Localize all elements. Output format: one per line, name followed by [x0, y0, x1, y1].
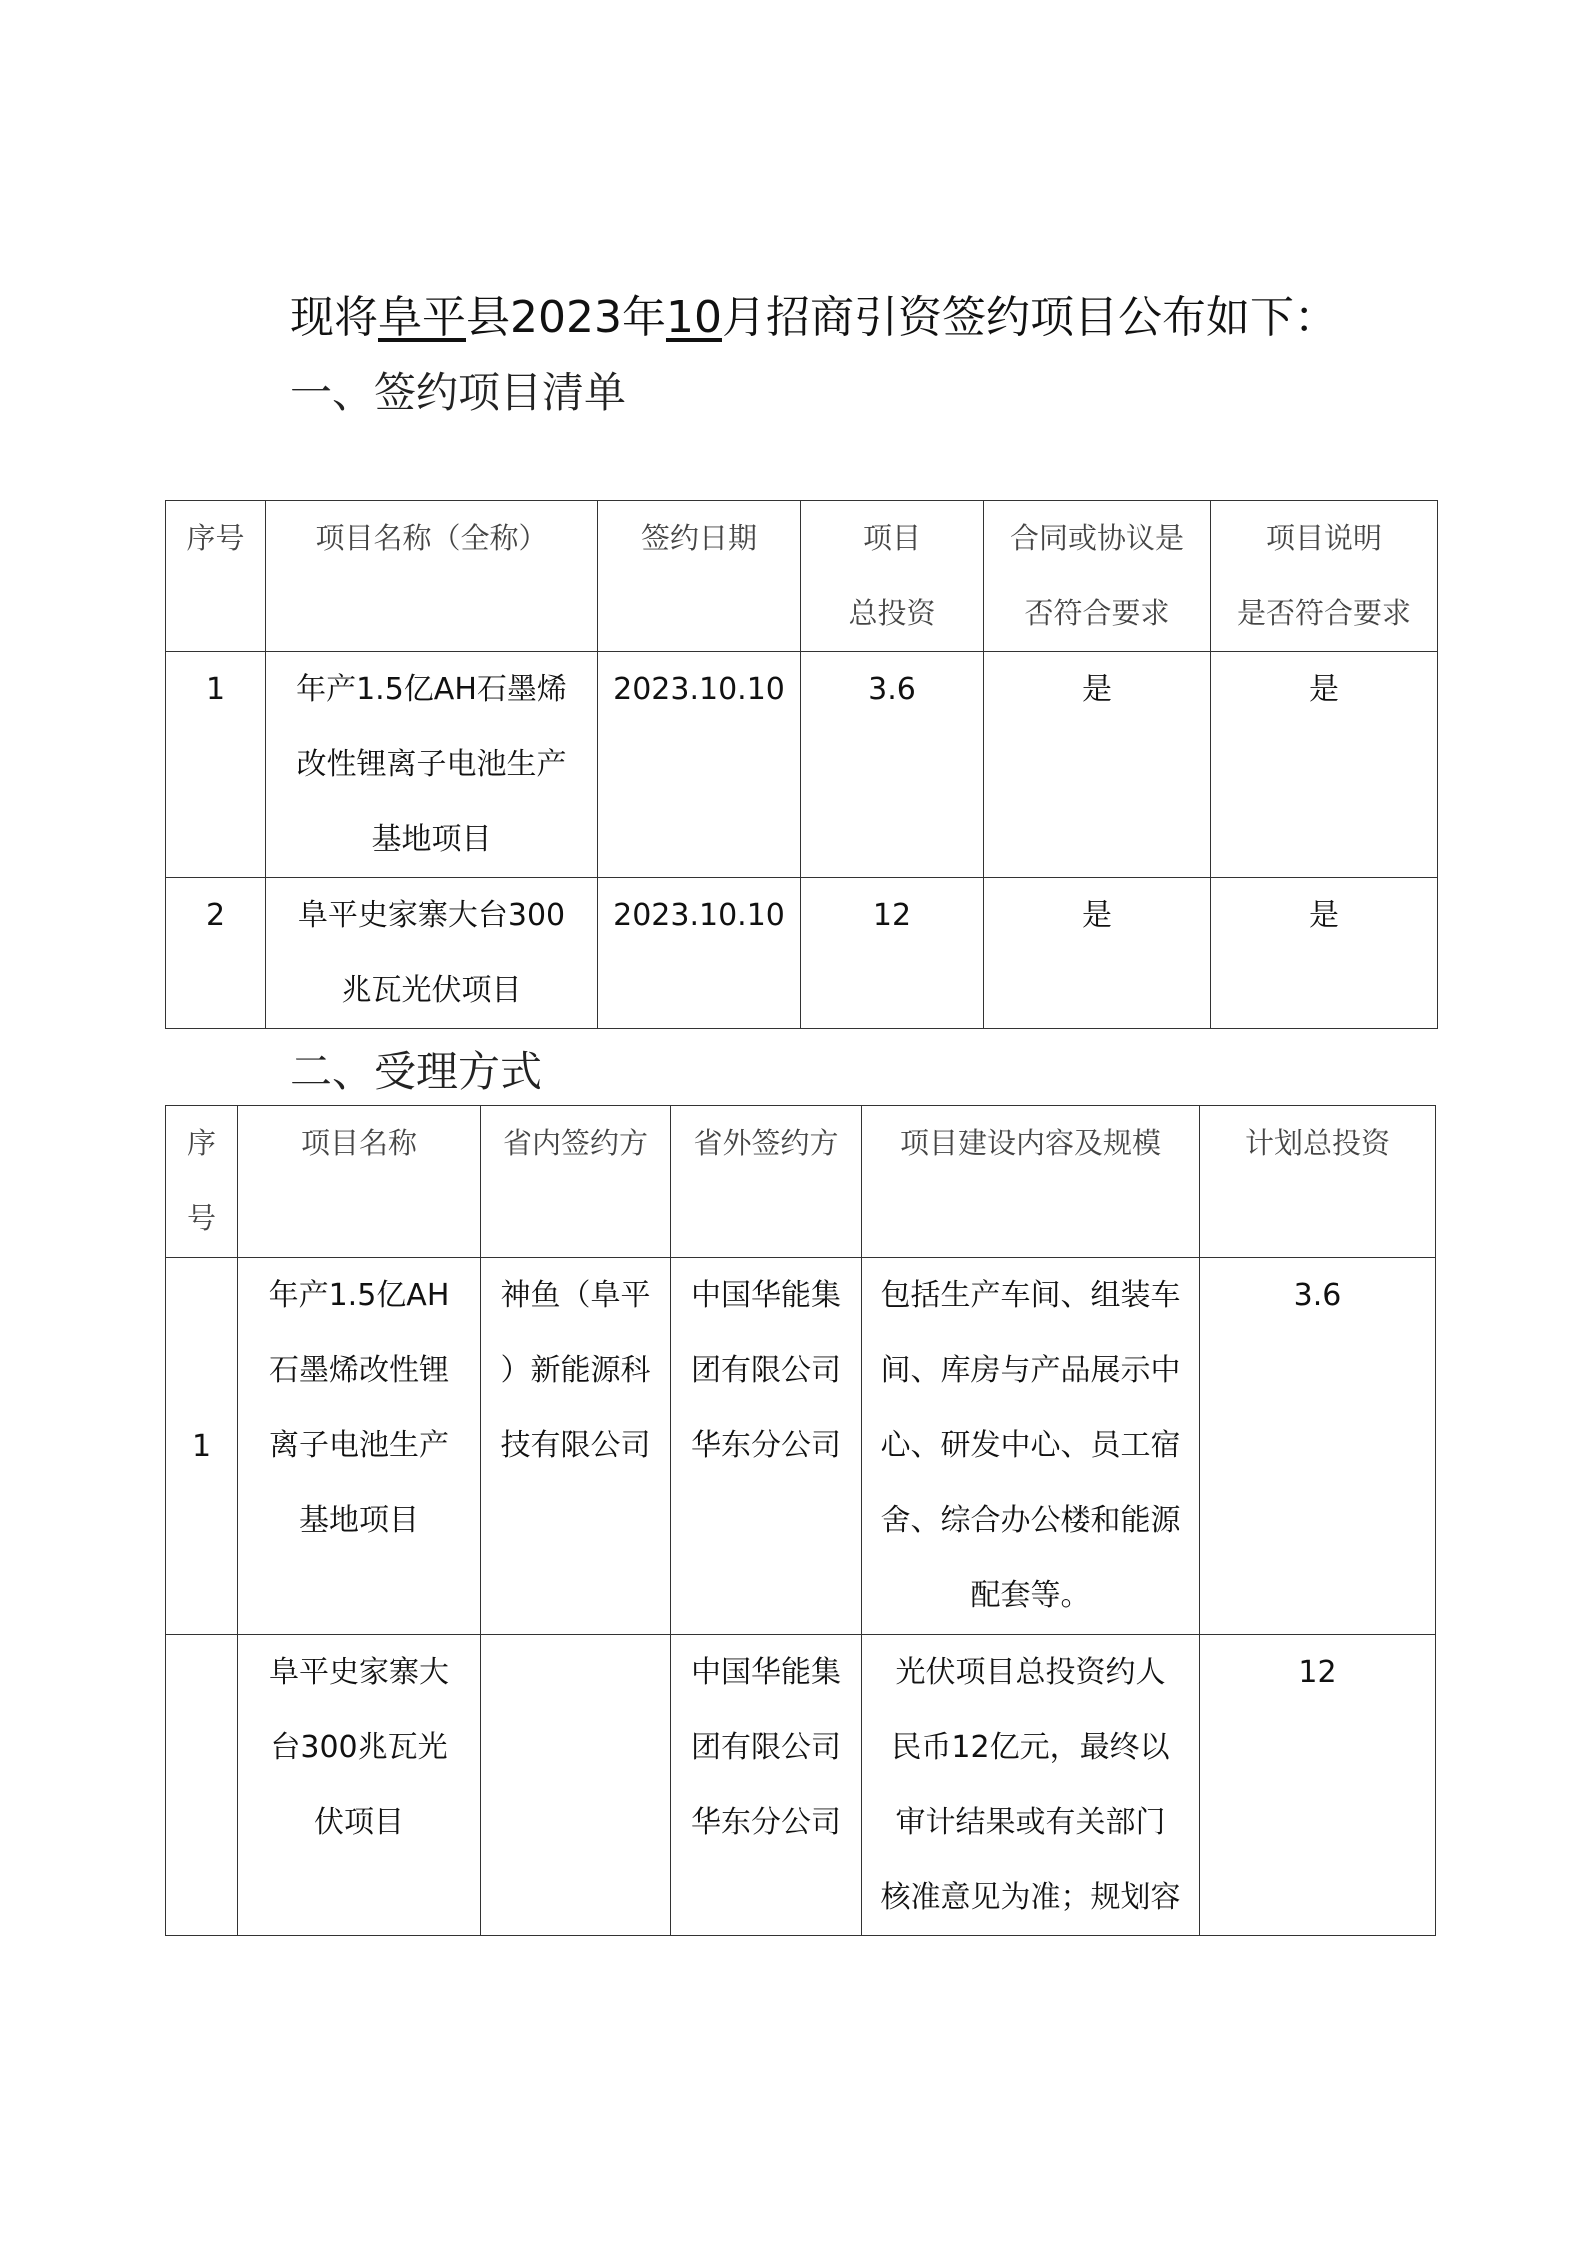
cell-investment: 3.6: [801, 652, 984, 878]
cell-investment: 12: [801, 878, 984, 1029]
cell-planned-investment: 12: [1200, 1635, 1436, 1936]
header-construction-content: 项目建设内容及规模: [862, 1106, 1200, 1258]
header-project-name: 项目名称（全称）: [266, 501, 598, 652]
table-row: [166, 1258, 1436, 1635]
cell-in-province-party: [481, 1635, 671, 1936]
header-planned-investment: 计划总投资: [1200, 1106, 1436, 1258]
table-row: [166, 1635, 1436, 1936]
header-in-province-party: 省内签约方: [481, 1106, 671, 1258]
acceptance-table: [165, 1105, 1436, 1936]
cell-seq: [166, 1635, 238, 1936]
table-row: [166, 652, 1438, 878]
cell-project-name: 阜平史家寨大台300 兆瓦光伏项目: [266, 878, 598, 1029]
section-1-title: 一、签约项目清单: [290, 368, 627, 417]
cell-project-name: 年产1.5亿AH石墨烯 改性锂离子电池生产 基地项目: [266, 652, 598, 878]
heading-year: 县2023年: [466, 292, 666, 343]
cell-construction-content: 包括生产车间、组装车 间、库房与产品展示中 心、研发中心、员工宿 舍、综合办公楼和能源 配套等。: [862, 1258, 1200, 1635]
cell-out-province-party: 中国华能集 团有限公司 华东分公司: [671, 1635, 862, 1936]
header-seq: 序号: [166, 501, 266, 652]
cell-contract-ok: 是: [984, 878, 1211, 1029]
cell-in-province-party: 神鱼（阜平 ）新能源科 技有限公司: [481, 1258, 671, 1635]
cell-seq: 2: [166, 878, 266, 1029]
cell-construction-content: 光伏项目总投资约人 民币12亿元，最终以 审计结果或有关部门 核准意见为准；规划容: [862, 1635, 1200, 1936]
heading-suffix: 月招商引资签约项目公布如下：: [721, 292, 1338, 343]
cell-sign-date: 2023.10.10: [598, 652, 801, 878]
heading-month: 10: [665, 292, 722, 343]
signed-projects-table: [165, 500, 1438, 1029]
cell-seq: 1: [166, 1258, 238, 1635]
announcement-heading: [290, 290, 1338, 346]
header-out-province-party: 省外签约方: [671, 1106, 862, 1258]
header-seq: 序 号: [166, 1106, 238, 1258]
cell-out-province-party: 中国华能集 团有限公司 华东分公司: [671, 1258, 862, 1635]
header-contract-compliance: 合同或协议是 否符合要求: [984, 501, 1211, 652]
cell-sign-date: 2023.10.10: [598, 878, 801, 1029]
table-row: [166, 878, 1438, 1029]
cell-desc-ok: 是: [1211, 878, 1438, 1029]
header-desc-compliance: 项目说明 是否符合要求: [1211, 501, 1438, 652]
table-header-row: [166, 1106, 1436, 1258]
header-total-investment: 项目 总投资: [801, 501, 984, 652]
heading-prefix: 现将: [290, 292, 378, 343]
cell-project-name: 阜平史家寨大 台300兆瓦光 伏项目: [238, 1635, 481, 1936]
cell-project-name: 年产1.5亿AH 石墨烯改性锂 离子电池生产 基地项目: [238, 1258, 481, 1635]
section-2-title: 二、受理方式: [290, 1047, 543, 1096]
heading-county: 阜平: [378, 292, 466, 343]
cell-planned-investment: 3.6: [1200, 1258, 1436, 1635]
header-project-name: 项目名称: [238, 1106, 481, 1258]
cell-desc-ok: 是: [1211, 652, 1438, 878]
header-sign-date: 签约日期: [598, 501, 801, 652]
table-header-row: [166, 501, 1438, 652]
cell-contract-ok: 是: [984, 652, 1211, 878]
cell-seq: 1: [166, 652, 266, 878]
